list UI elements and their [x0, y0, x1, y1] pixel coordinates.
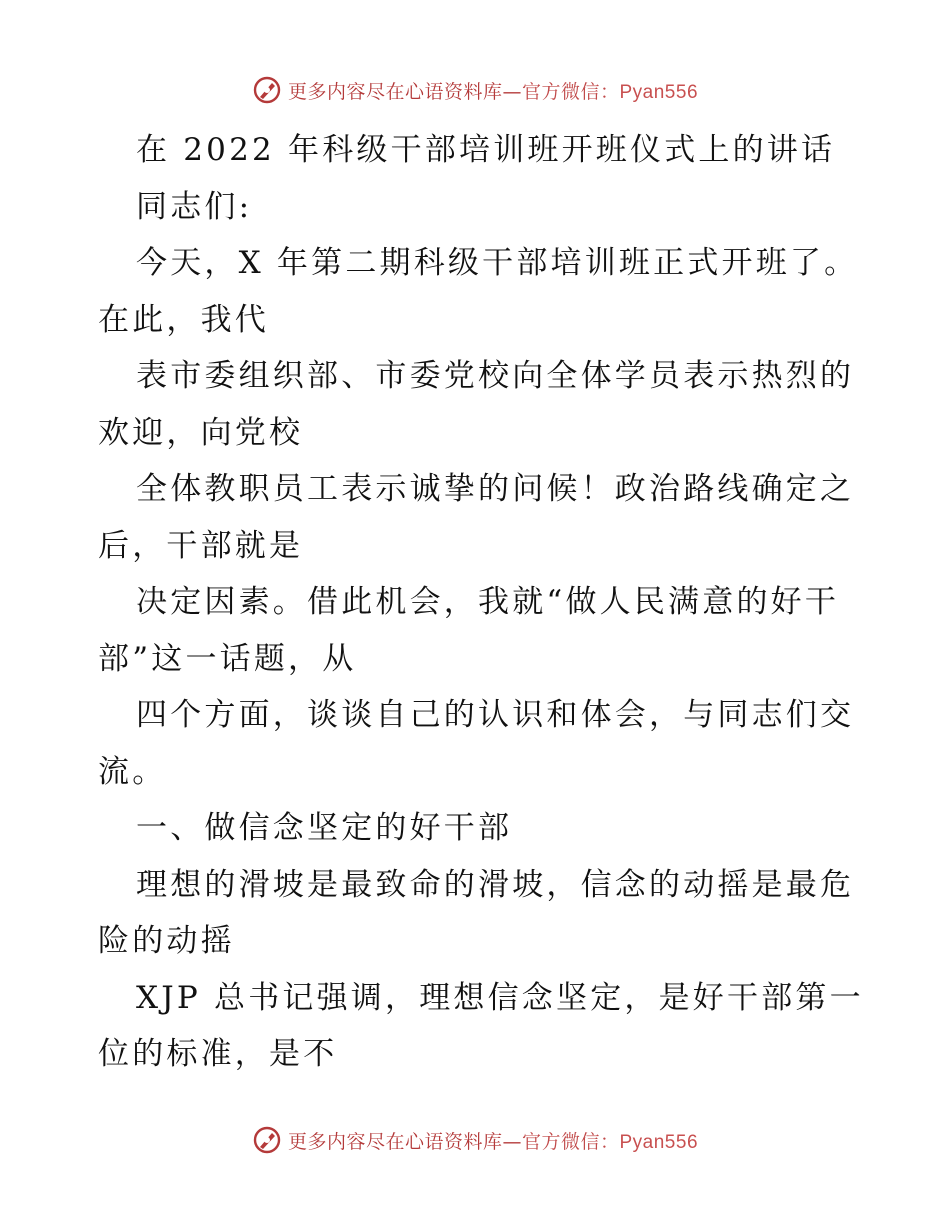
- document-line: 一、做信念坚定的好干部: [136, 810, 513, 846]
- watermark-text: [288, 77, 698, 104]
- document-line: 欢迎，向党校: [98, 414, 304, 451]
- quill-seal-icon: [252, 1125, 282, 1155]
- watermark-separator: —: [502, 1130, 522, 1153]
- document-body: [98, 122, 864, 1083]
- document-line: 后，干部就是: [98, 527, 304, 564]
- document-line: 四个方面，谈谈自己的认识和体会，与同志们交: [136, 697, 855, 733]
- watermark-header: [0, 70, 950, 110]
- watermark-footer: [0, 1120, 950, 1160]
- document-line: 决定因素。借此机会，我就“做人民满意的好干: [136, 584, 840, 620]
- document-line: 险的动摇: [98, 923, 235, 959]
- document-line: 部”这一话题，从: [98, 640, 357, 677]
- document-line: 位的标准，是不: [98, 1036, 338, 1072]
- document-line: 在 2022 年科级干部培训班开班仪式上的讲话: [136, 132, 836, 168]
- document-line: 在此，我代: [98, 301, 269, 338]
- document-line: 同志们:: [136, 188, 253, 225]
- watermark-site: 更多内容尽在心语资料库: [287, 1130, 503, 1153]
- watermark-site: 更多内容尽在心语资料库: [287, 80, 503, 103]
- watermark-wechat-label: 官方微信：: [521, 1130, 620, 1153]
- document-line: 今天，X 年第二期科级干部培训班正式开班了。: [136, 245, 859, 281]
- watermark-wechat-label: 官方微信：: [521, 80, 620, 103]
- document-line: 表市委组织部、市委党校向全体学员表示热烈的: [136, 358, 855, 394]
- watermark-wechat-id: Pyan556: [619, 81, 699, 103]
- document-line: 全体教职员工表示诚挚的问候！政治路线确定之: [136, 471, 855, 507]
- document-line: XJP 总书记强调，理想信念坚定，是好干部第一: [136, 979, 864, 1016]
- watermark-wechat-id: Pyan556: [619, 1131, 699, 1153]
- document-line: 理想的滑坡是最致命的滑坡，信念的动摇是最危: [136, 866, 855, 903]
- watermark-separator: —: [502, 80, 522, 103]
- document-line: 流。: [98, 753, 167, 790]
- quill-seal-icon: [252, 75, 282, 105]
- watermark-text: [288, 1127, 698, 1154]
